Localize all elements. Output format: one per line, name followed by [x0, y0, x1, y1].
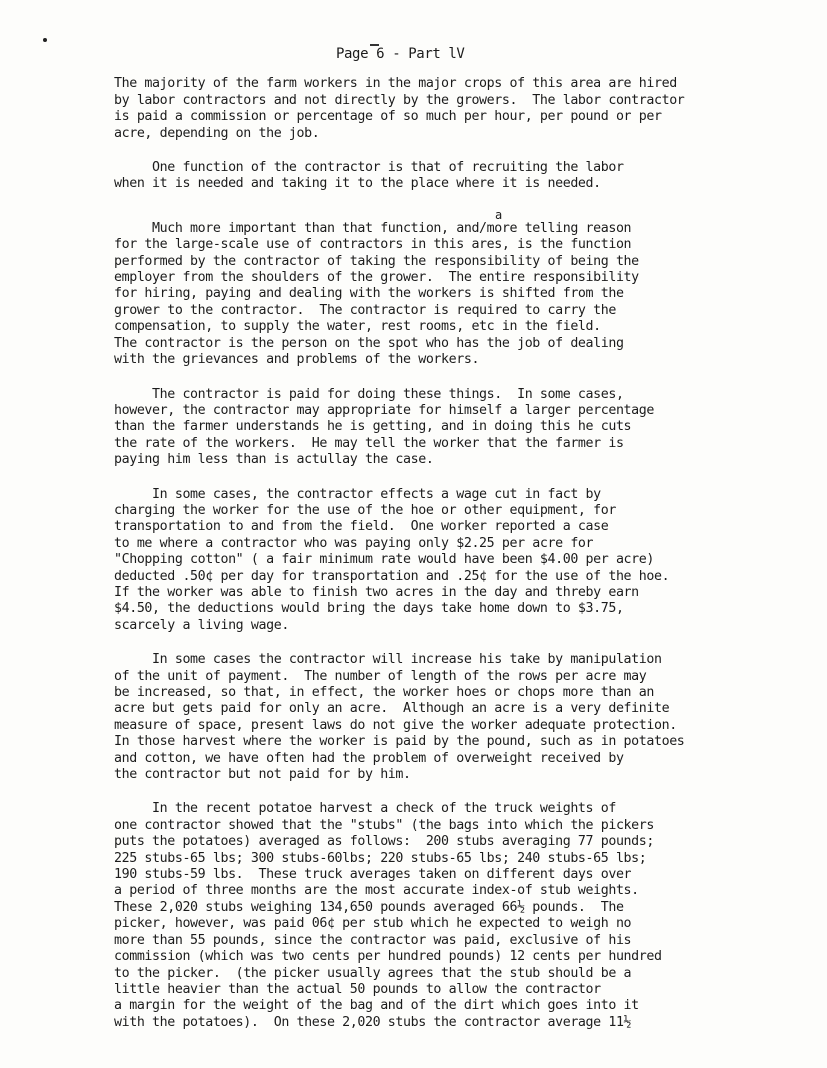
text-line: of the unit of payment. The number of length of the rows per acre may: [114, 668, 647, 684]
paragraph: [114, 160, 744, 193]
text-line: 190 stubs-59 lbs. These truck averages taken on different days over: [114, 867, 632, 883]
text-line: The contractor is paid for doing these things. In some cases,: [114, 386, 624, 402]
text-line: grower to the contractor. The contractor is required to carry the: [114, 302, 616, 318]
text-line: If the worker was able to finish two acres in the day and threby earn: [114, 584, 639, 600]
text-line: and cotton, we have often had the problem of overweight received by: [114, 750, 624, 766]
text-line: for the large-scale use of contractors in this ares, is the function: [114, 237, 632, 253]
text-line: is paid a commission or percentage of so much per hour, per pound or per: [114, 109, 662, 125]
text-line: however, the contractor may appropriate for himself a larger percentage: [114, 402, 654, 418]
text-line: by labor contractors and not directly by the growers. The labor contractor: [114, 92, 685, 108]
text-line: In the recent potatoe harvest a check of the truck weights of: [114, 801, 616, 817]
text-line: acre but gets paid for only an acre. Although an acre is a very definite: [114, 701, 670, 717]
text-line: picker, however, was paid 06¢ per stub which he expected to weigh no: [114, 916, 632, 932]
paragraph: [114, 801, 744, 1031]
text-line: commission (which was two cents per hundred pounds) 12 cents per hundred: [114, 949, 662, 965]
text-line: to me where a contractor who was paying only $2.25 per acre for: [114, 535, 594, 551]
typed-body: [114, 46, 744, 1049]
text-line: These 2,020 stubs weighing 134,650 pounds averaged 66½ pounds. The: [114, 899, 624, 915]
text-line: deducted .50¢ per day for transportation and .25¢ for the use of the hoe.: [114, 568, 670, 584]
paragraph-container: [114, 76, 744, 1031]
page-header: Page 6 - Part lV: [336, 46, 465, 62]
text-line: a period of three months are the most accurate index-of stub weights.: [114, 883, 639, 899]
text-line: puts the potatoes) averaged as follows: 200 stubs averaging 77 pounds;: [114, 834, 654, 850]
text-line: "Chopping cotton" ( a fair minimum rate would have been $4.00 per acre): [114, 552, 654, 568]
text-line: for hiring, paying and dealing with the workers is shifted from the: [114, 286, 624, 302]
text-line: the contractor but not paid for by him.: [114, 767, 411, 783]
text-line: with the grievances and problems of the workers.: [114, 352, 480, 368]
text-line: scarcely a living wage.: [114, 617, 289, 633]
text-line: Much more important than that function, and/more telling reason: [114, 220, 632, 236]
text-line: one contractor showed that the "stubs" (the bags into which the pickers: [114, 817, 654, 833]
text-line: In some cases the contractor will increase his take by manipulation: [114, 652, 662, 668]
text-line: 225 stubs-65 lbs; 300 stubs-60lbs; 220 stubs-65 lbs; 240 stubs-65 lbs;: [114, 850, 647, 866]
text-line: be increased, so that, in effect, the worker hoes or chops more than an: [114, 685, 654, 700]
text-line: performed by the contractor of taking the responsibility of being the: [114, 253, 639, 269]
text-line: with the potatoes). On these 2,020 stubs the contractor average 11½: [114, 1014, 632, 1030]
text-line: One function of the contractor is that of recruiting the labor: [114, 160, 624, 176]
text-line: charging the worker for the use of the hoe or other equipment, for: [114, 502, 616, 518]
text-line: In those harvest where the worker is paid by the pound, such as in potatoes: [114, 734, 685, 750]
paragraph: [114, 652, 744, 783]
text-line: In some cases, the contractor effects a wage cut in fact by: [114, 486, 601, 502]
text-line: little heavier than the actual 50 pounds to allow the contractor: [114, 981, 601, 997]
text-line: when it is needed and taking it to the place where it is needed.: [114, 176, 601, 192]
text-line: The contractor is the person on the spot who has the job of dealing: [114, 335, 624, 351]
text-line: employer from the shoulders of the grower. The entire responsibility: [114, 270, 639, 286]
text-line: $4.50, the deductions would bring the days take home down to $3.75,: [114, 601, 624, 617]
handwritten-insert: a: [495, 207, 502, 222]
text-line: measure of space, present laws do not give the worker adequate protection.: [114, 717, 677, 733]
text-line: compensation, to supply the water, rest rooms, etc in the field.: [114, 319, 601, 335]
text-line: to the picker. (the picker usually agrees that the stub should be a: [114, 965, 632, 981]
paragraph: [114, 487, 744, 635]
text-line: the rate of the workers. He may tell the worker that the farmer is: [114, 435, 624, 451]
paragraph: [114, 76, 744, 142]
paragraph: [114, 221, 744, 369]
text-line: acre, depending on the job.: [114, 125, 320, 141]
text-line: transportation to and from the field. One worker reported a case: [114, 519, 609, 535]
text-line: The majority of the farm workers in the major crops of this area are hired: [114, 76, 677, 92]
punch-mark: [43, 38, 47, 42]
text-line: than the farmer understands he is getting, and in doing this he cuts: [114, 419, 632, 435]
paragraph: [114, 387, 744, 469]
text-line: a margin for the weight of the bag and of the dirt which goes into it: [114, 998, 639, 1014]
text-line: paying him less than is actullay the case.: [114, 452, 434, 468]
text-line: more than 55 pounds, since the contractor was paid, exclusive of his: [114, 932, 632, 948]
